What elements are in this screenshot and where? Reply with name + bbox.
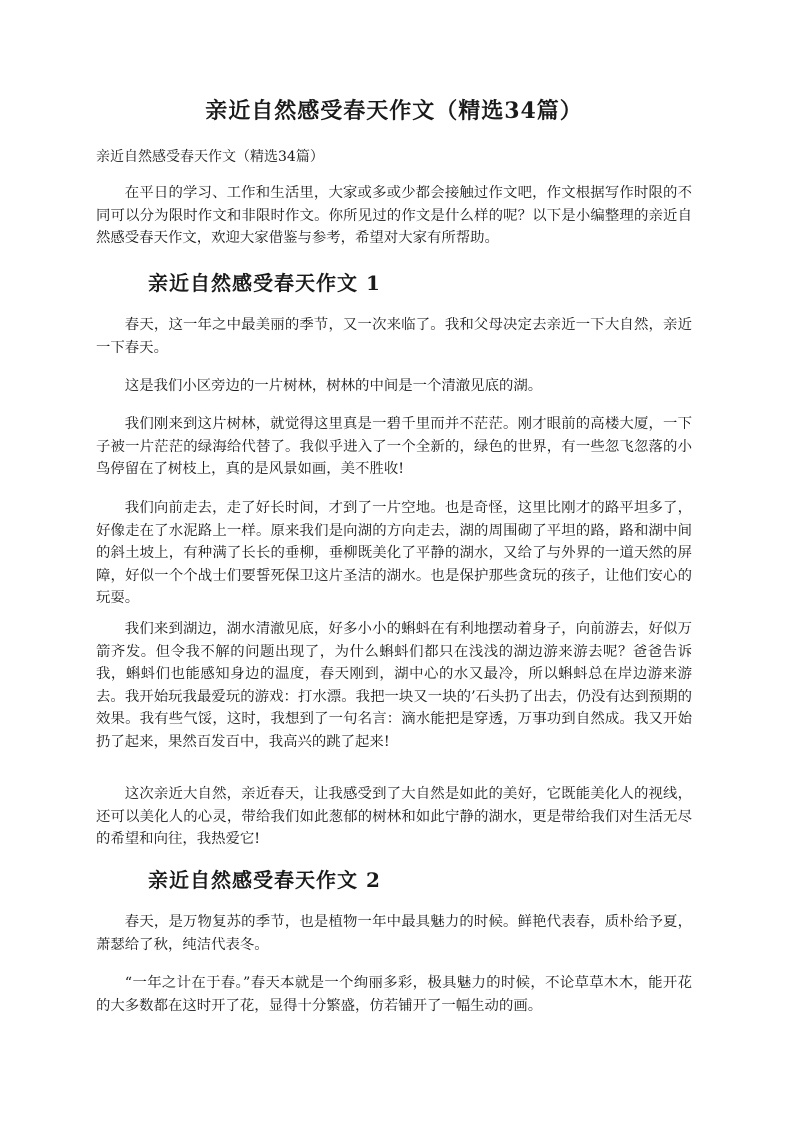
section-2-heading: 亲近自然感受春天作文 2 [148, 868, 381, 892]
section-2-paragraph-2: “一年之计在于春。”春天本就是一个绚丽多彩，极具魅力的时候，不论草草木木，能开花的大多数都在这时开了花，显得十分繁盛，仿若铺开了一幅生动的画。 [96, 975, 692, 1014]
section-1-paragraph-5: 我们来到湖边，湖水清澈见底，好多小小的蝌蚪在有利地摆动着身子，向前游去，好似万箭齐发。但令我不解的问题出现了，为什么蝌蚪们都只在浅浅的湖边游来游去呢？爸爸告诉我，蝌蚪们也能感知身边的温度，春天刚到，湖中心的水又最冷，所以蝌蚪总在岸边游来游去。我开始玩我最爱玩的游戏：打水漂。我把一块又一块的’石头扔了出去，仍没有达到预期的效果。我有些气馁，这时，我想到了一句名言：滴水能把是穿透，万事功到自然成。我又开始扔了起来，果然百发百中，我高兴的跳了起来! [96, 621, 692, 750]
section-1-paragraph-2: 这是我们小区旁边的一片树林，树林的中间是一个清澈见底的湖。 [124, 378, 543, 394]
section-2-paragraph-1: 春天，是万物复苏的季节，也是植物一年中最具魅力的时候。鲜艳代表春，质朴给予夏，萧瑟给了秋，纯洁代表冬。 [96, 914, 692, 953]
section-1-paragraph-6: 这次亲近大自然，亲近春天，让我感受到了大自然是如此的美好，它既能美化人的视线，还可以美化人的心灵，带给我们如此葱郁的树林和如此宁静的湖水，更是带给我们对生活无尽的希望和向往，我热爱它! [96, 786, 692, 847]
section-1-paragraph-4: 我们向前走去，走了好长时间，才到了一片空地。也是奇怪，这里比刚才的路平坦多了，好像走在了水泥路上一样。原来我们是向湖的方向走去，湖的周围砌了平坦的路，路和湖中间的斜土坡上，有种满了长长的垂柳，垂柳既美化了平静的湖水，又给了与外界的一道天然的屏障，好似一个个战士们要誓死保卫这片圣洁的湖水。也是保护那些贪玩的孩子，让他们安心的玩耍。 [96, 500, 692, 606]
section-1-paragraph-1: 春天，这一年之中最美丽的季节，又一次来临了。我和父母决定去亲近一下大自然，亲近一下春天。 [96, 317, 692, 356]
section-1-paragraph-3: 我们刚来到这片树林，就觉得这里真是一碧千里而并不茫茫。刚才眼前的高楼大厦，一下子被一片茫茫的绿海给代替了。我似乎进入了一个全新的，绿色的世界，有一些忽飞忽落的小鸟停留在了树枝上，真的是风景如画，美不胜收! [96, 416, 692, 477]
section-1-heading: 亲近自然感受春天作文 1 [148, 271, 381, 295]
intro-paragraph: 在平日的学习、工作和生活里，大家或多或少都会接触过作文吧，作文根据写作时限的不同可以分为限时作文和非限时作文。你所见过的作文是什么样的呢？以下是小编整理的亲近自然感受春天作文，欢迎大家借鉴与参考，希望对大家有所帮助。 [96, 185, 692, 246]
document-subtitle: 亲近自然感受春天作文（精选34篇） [96, 149, 324, 165]
document-title: 亲近自然感受春天作文（精选34篇） [205, 98, 583, 124]
